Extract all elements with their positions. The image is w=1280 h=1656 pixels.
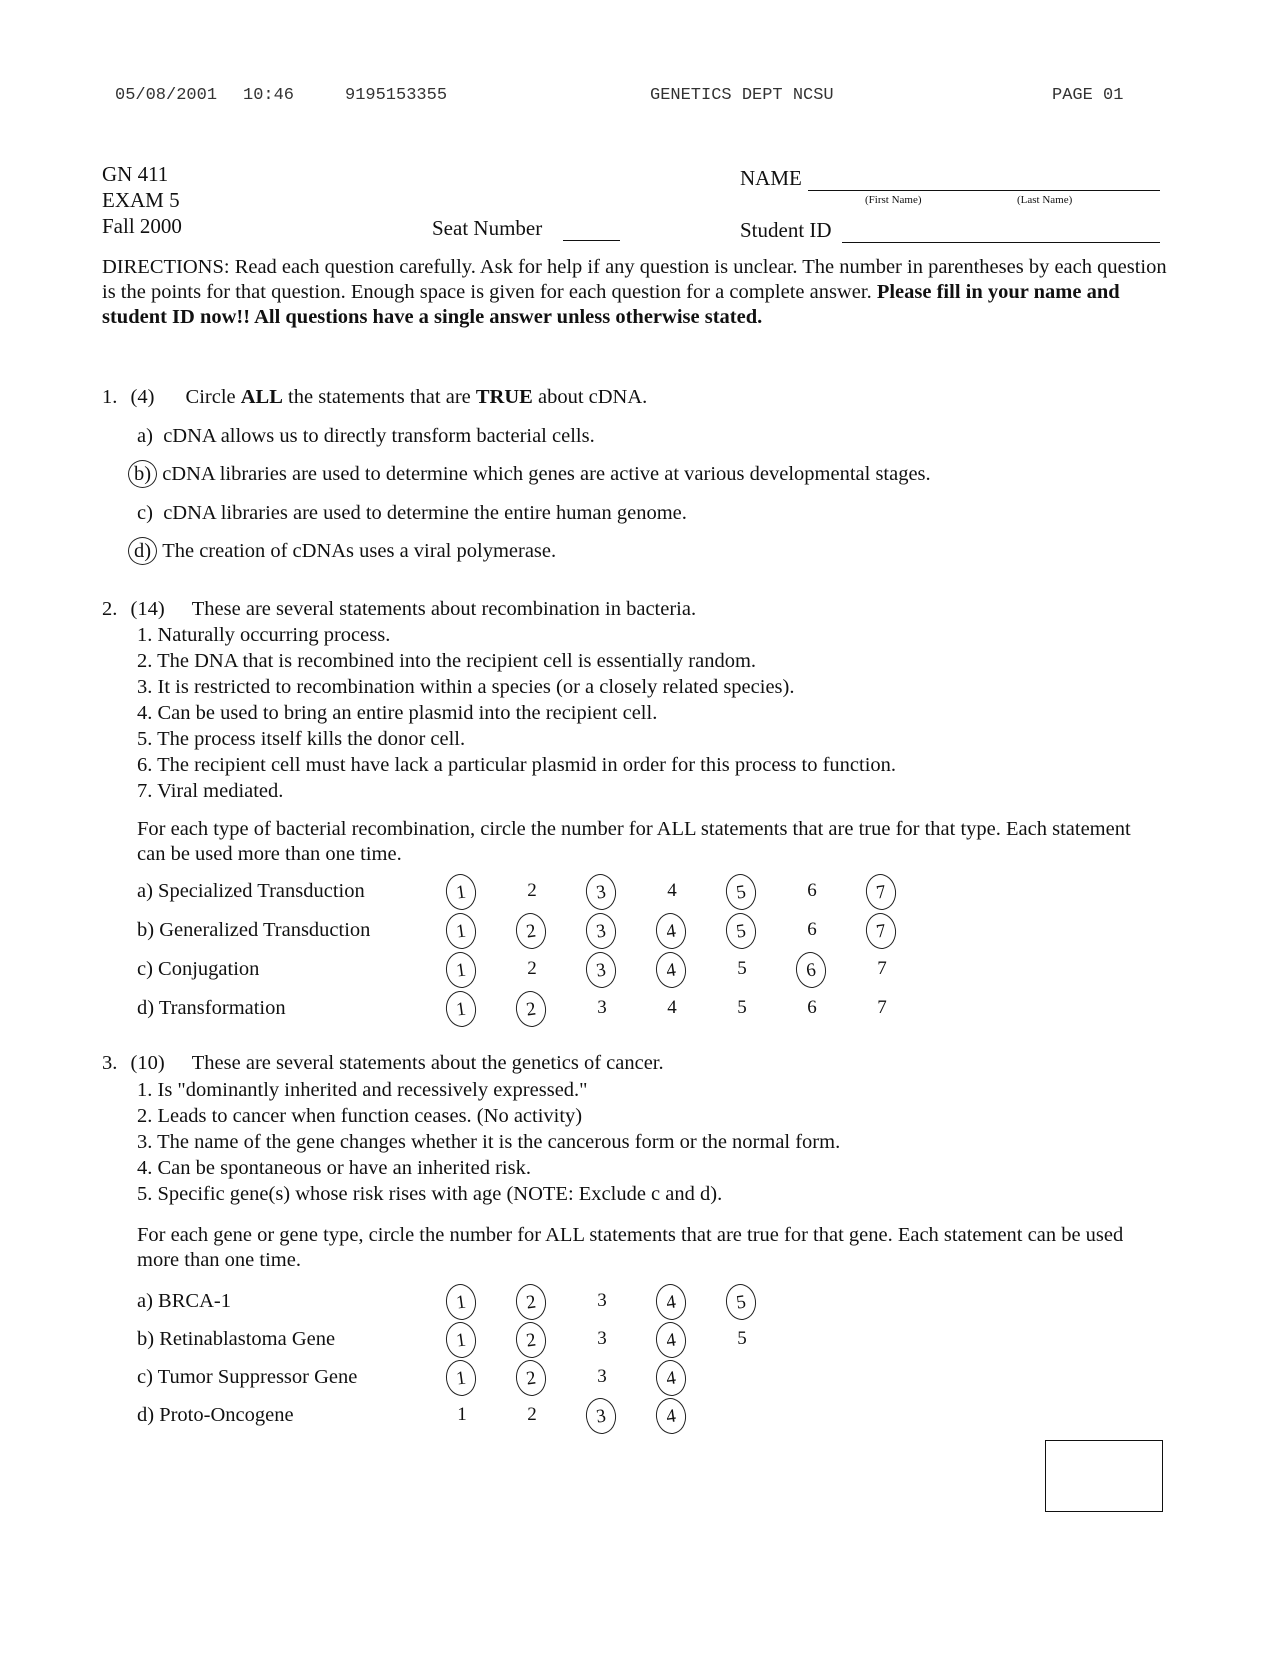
q2-statement: 1. Naturally occurring process.: [137, 624, 391, 646]
q3-choice[interactable]: 2: [514, 1320, 549, 1360]
q2-choice[interactable]: 7: [864, 872, 899, 912]
q2-choice[interactable]: 3: [584, 950, 619, 990]
q2-choice[interactable]: 7: [877, 958, 887, 979]
q2-choice[interactable]: 6: [807, 880, 817, 901]
q2-row-label: c) Conjugation: [137, 958, 260, 980]
q2-choice[interactable]: 1: [444, 911, 479, 951]
q3-header: [102, 1052, 664, 1075]
fax-dept: GENETICS DEPT NCSU: [650, 86, 834, 105]
q2-choice[interactable]: 5: [724, 872, 759, 912]
seat-number-field[interactable]: [563, 240, 620, 241]
q3-choice[interactable]: 1: [444, 1282, 479, 1322]
q2-choice[interactable]: 2: [514, 989, 549, 1029]
q2-instruction: For each type of bacterial recombination, circle the number for ALL statements that are true for that type. Each statement can be used more than one time.: [137, 818, 1131, 865]
fax-page: PAGE 01: [1052, 86, 1124, 105]
course-code: GN 411: [102, 162, 169, 186]
q2-choice[interactable]: 5: [724, 911, 759, 951]
q2-choice[interactable]: 6: [807, 997, 817, 1018]
exam-number: EXAM 5: [102, 188, 180, 212]
q2-choice[interactable]: 7: [864, 911, 899, 951]
q2-row-label: d) Transformation: [137, 997, 286, 1019]
q1-option-a[interactable]: a) cDNA allows us to directly transform bacterial cells.: [137, 425, 595, 447]
q1-option-d-circle: d): [128, 537, 157, 565]
student-id-field[interactable]: [842, 242, 1160, 243]
q2-choice[interactable]: 3: [584, 911, 619, 951]
q1-prompt: Circle ALL the statements that are TRUE about cDNA.: [185, 386, 648, 408]
q2-choice[interactable]: 4: [667, 997, 677, 1018]
q1-option-b[interactable]: b) cDNA libraries are used to determine which genes are active at various developmental stages.: [128, 463, 931, 486]
first-name-caption: (First Name): [865, 194, 922, 206]
q3-choice[interactable]: 5: [724, 1282, 759, 1322]
q3-number: 3.: [102, 1052, 118, 1074]
q1-header: [102, 386, 647, 409]
q3-statement: 3. The name of the gene changes whether it is the cancerous form or the normal form.: [137, 1131, 841, 1153]
q2-choice[interactable]: 4: [667, 880, 677, 901]
q1-option-b-circle: b): [128, 460, 157, 488]
q2-choice[interactable]: 5: [737, 958, 747, 979]
q2-choice[interactable]: 1: [444, 872, 479, 912]
q3-choice[interactable]: 2: [514, 1282, 549, 1322]
q2-choice[interactable]: 6: [807, 919, 817, 940]
q2-number: 2.: [102, 598, 118, 620]
q3-row-label: c) Tumor Suppressor Gene: [137, 1366, 358, 1388]
last-name-caption: (Last Name): [1017, 194, 1073, 206]
q2-choice[interactable]: 1: [444, 950, 479, 990]
q3-choice[interactable]: 2: [514, 1358, 549, 1398]
q3-choice[interactable]: 1: [457, 1404, 467, 1425]
q3-statement: 4. Can be spontaneous or have an inherited risk.: [137, 1157, 531, 1179]
q2-choice[interactable]: 2: [514, 911, 549, 951]
q3-statement: 5. Specific gene(s) whose risk rises with age (NOTE: Exclude c and d).: [137, 1183, 723, 1205]
q3-row-label: b) Retinablastoma Gene: [137, 1328, 336, 1350]
q3-statements: [137, 1077, 840, 1207]
fax-phone: 9195153355: [345, 86, 448, 105]
term: Fall 2000: [102, 214, 182, 238]
q3-choice[interactable]: 3: [584, 1396, 619, 1436]
q2-row-label: a) Specialized Transduction: [137, 880, 365, 902]
q3-instruction: For each gene or gene type, circle the number for ALL statements that are true for that gene. Each statement can be used more than one time.: [137, 1224, 1124, 1271]
q3-choice[interactable]: 2: [527, 1404, 537, 1425]
directions-label: DIRECTIONS:: [102, 256, 230, 278]
q3-points: (10): [130, 1052, 165, 1074]
q2-statement: 6. The recipient cell must have lack a particular plasmid in order for this process to function.: [137, 754, 897, 776]
q2-row-label: b) Generalized Transduction: [137, 919, 371, 941]
q1-points: (4): [130, 386, 155, 408]
q2-choice[interactable]: 3: [584, 872, 619, 912]
q3-choice[interactable]: 5: [737, 1328, 747, 1349]
q2-choice[interactable]: 5: [737, 997, 747, 1018]
q2-statements: [137, 622, 896, 804]
seat-number-label: Seat Number: [432, 216, 543, 240]
q2-prompt: These are several statements about recombination in bacteria.: [191, 598, 697, 620]
q2-choice[interactable]: 6: [794, 950, 829, 990]
fax-time: 10:46: [243, 86, 295, 105]
q3-choice[interactable]: 4: [654, 1282, 689, 1322]
score-box: [1045, 1440, 1163, 1512]
directions-text: Read each question carefully. Ask for help if any question is unclear. The number in parentheses by each question is the points for that question. Enough space is given for each question for a complete answer.: [102, 256, 1167, 303]
directions: [102, 255, 1182, 330]
q3-choice[interactable]: 3: [597, 1366, 607, 1387]
q3-choice[interactable]: 4: [654, 1396, 689, 1436]
q3-statement: 2. Leads to cancer when function ceases. (No activity): [137, 1105, 583, 1127]
q2-statement: 2. The DNA that is recombined into the recipient cell is essentially random.: [137, 650, 757, 672]
q3-prompt: These are several statements about the genetics of cancer.: [191, 1052, 664, 1074]
q2-statement: 4. Can be used to bring an entire plasmid into the recipient cell.: [137, 702, 658, 724]
q2-choice[interactable]: 4: [654, 911, 689, 951]
q2-choice[interactable]: 2: [527, 880, 537, 901]
q3-row-label: d) Proto-Oncogene: [137, 1404, 294, 1426]
q2-choice[interactable]: 7: [877, 997, 887, 1018]
q3-choice[interactable]: 1: [444, 1320, 479, 1360]
directions-bold-text: Please fill in your name and student ID now!! All questions have a single answer unless otherwise stated.: [102, 281, 1120, 328]
name-field[interactable]: [808, 190, 1160, 191]
q2-choice[interactable]: 3: [597, 997, 607, 1018]
fax-date: 05/08/2001: [115, 86, 218, 105]
q3-choice[interactable]: 3: [597, 1290, 607, 1311]
q2-header: [102, 598, 696, 621]
student-id-label: Student ID: [740, 218, 832, 242]
q3-choice[interactable]: 3: [597, 1328, 607, 1349]
q3-choice[interactable]: 4: [654, 1320, 689, 1360]
q1-option-c[interactable]: c) cDNA libraries are used to determine the entire human genome.: [137, 502, 687, 524]
q2-choice[interactable]: 4: [654, 950, 689, 990]
q2-points: (14): [130, 598, 165, 620]
q1-number: 1.: [102, 386, 118, 408]
q3-choice[interactable]: 1: [444, 1358, 479, 1398]
q2-statement: 5. The process itself kills the donor cell.: [137, 728, 466, 750]
q3-row-label: a) BRCA-1: [137, 1290, 231, 1312]
q1-option-d[interactable]: d) The creation of cDNAs uses a viral polymerase.: [128, 540, 556, 563]
q2-statement: 7. Viral mediated.: [137, 780, 284, 802]
q2-choice[interactable]: 2: [527, 958, 537, 979]
name-label: NAME: [740, 166, 802, 190]
q3-choice[interactable]: 4: [654, 1358, 689, 1398]
q2-choice[interactable]: 1: [444, 989, 479, 1029]
q2-statement: 3. It is restricted to recombination within a species (or a closely related species).: [137, 676, 795, 698]
q3-statement: 1. Is "dominantly inherited and recessively expressed.": [137, 1079, 588, 1101]
